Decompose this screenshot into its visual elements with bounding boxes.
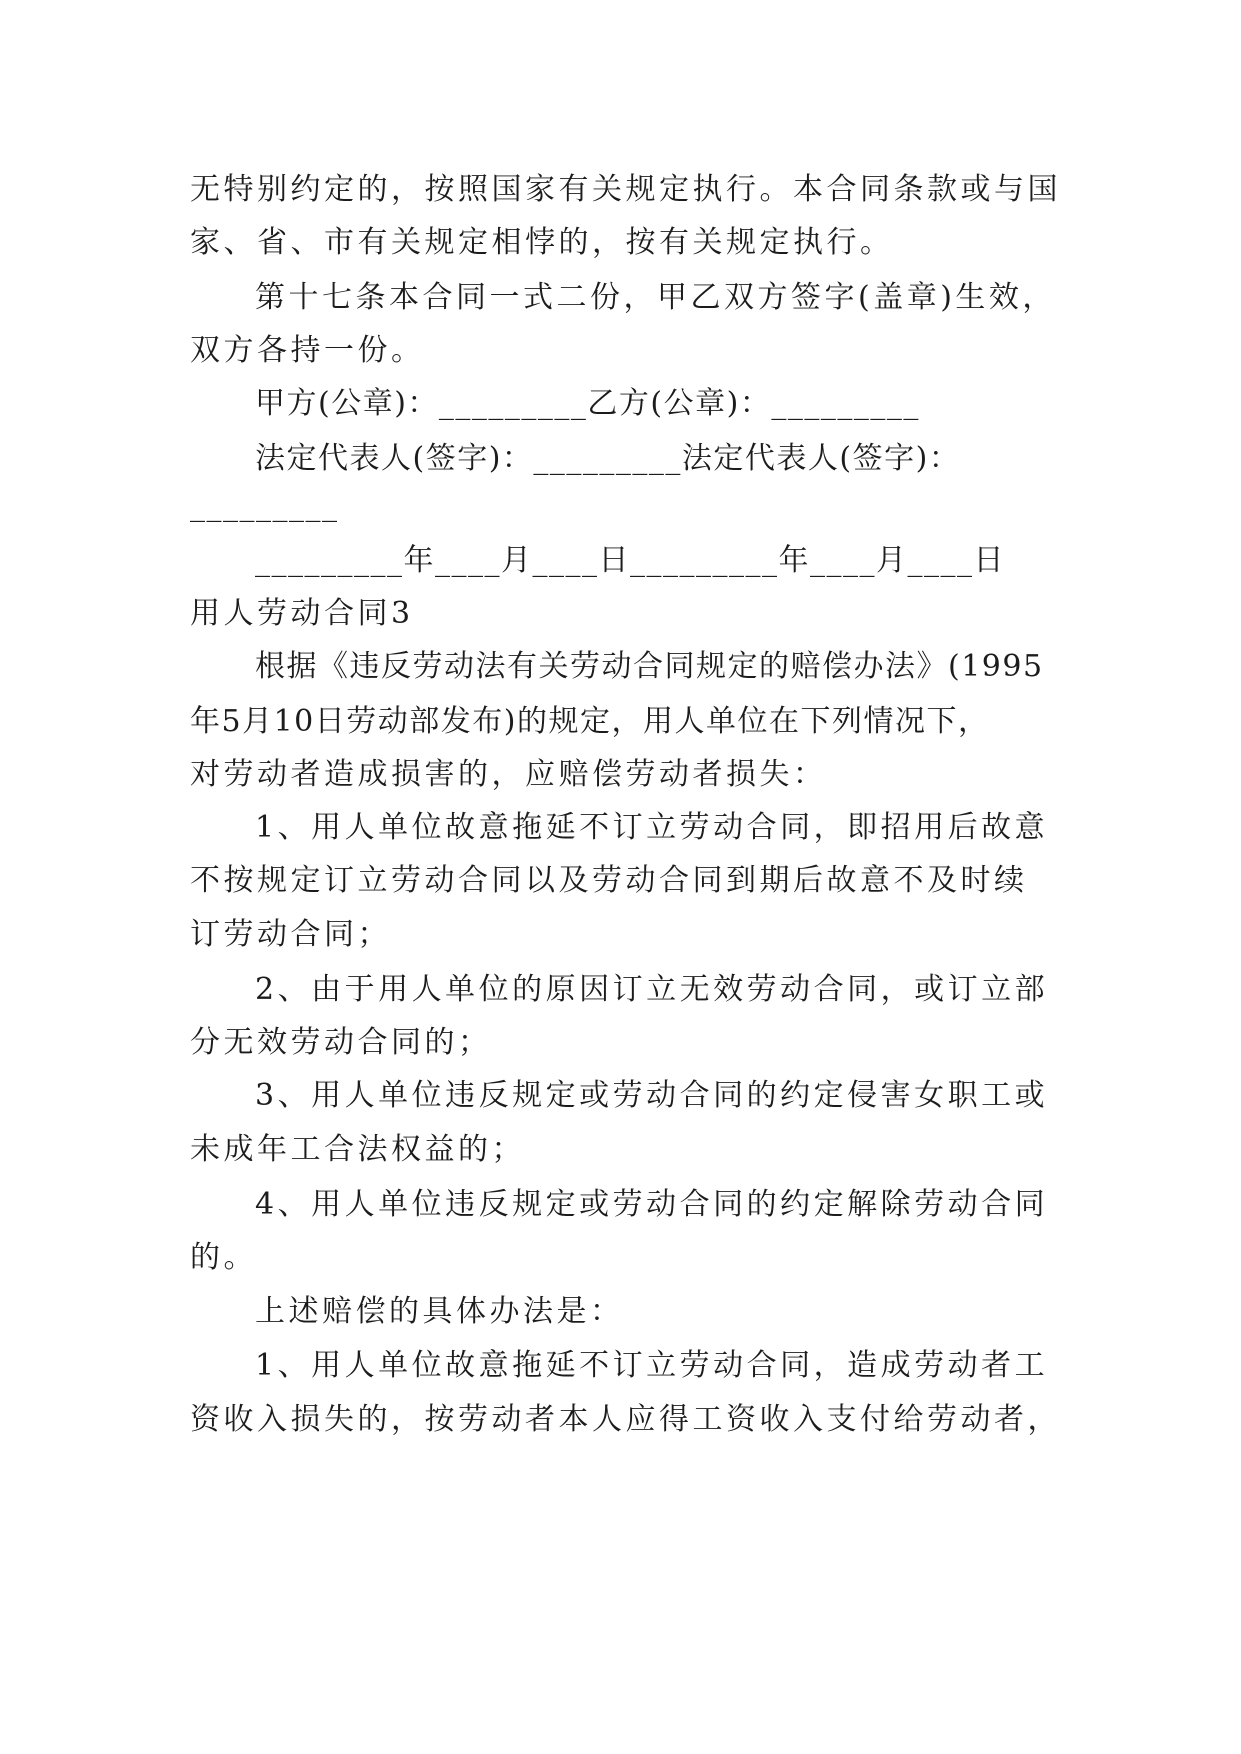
representative-signature-line: 法定代表人(签字)：_________法定代表人(签字)： — [255, 441, 961, 476]
body-line: 资收入损失的，按劳动者本人应得工资收入支付给劳动者， — [190, 1402, 1061, 1437]
body-line: 对劳动者造成损害的，应赔偿劳动者损失： — [190, 757, 827, 792]
list-item: 1、用人单位故意拖延不订立劳动合同，造成劳动者工 — [255, 1348, 1049, 1383]
body-line: 上述赔偿的具体办法是： — [255, 1294, 624, 1329]
body-line: 不按规定订立劳动合同以及劳动合同到期后故意不及时续 — [190, 863, 1028, 898]
body-line: 年5月10日劳动部发布)的规定，用人单位在下列情况下， — [190, 704, 990, 739]
body-line: 订劳动合同； — [190, 917, 391, 952]
list-item: 3、用人单位违反规定或劳动合同的约定侵害女职工或 — [255, 1078, 1049, 1113]
body-line: 未成年工合法权益的； — [190, 1132, 525, 1167]
body-line: 分无效劳动合同的； — [190, 1025, 492, 1060]
body-line: 无特别约定的，按照国家有关规定执行。本合同条款或与国 — [190, 172, 1061, 207]
list-item: 4、用人单位违反规定或劳动合同的约定解除劳动合同 — [255, 1187, 1049, 1222]
body-line: 家、省、市有关规定相悖的，按有关规定执行。 — [190, 225, 894, 260]
list-item: 1、用人单位故意拖延不订立劳动合同，即招用后故意 — [255, 810, 1049, 845]
body-line: 的。 — [190, 1240, 257, 1275]
body-line: 双方各持一份。 — [190, 333, 425, 368]
date-line: _________年____月____日_________年____月____日 — [255, 543, 1005, 578]
body-line: 根据《违反劳动法有关劳动合同规定的赔偿办法》(1995 — [255, 649, 1044, 684]
list-item: 2、由于用人单位的原因订立无效劳动合同，或订立部 — [255, 972, 1049, 1007]
clause-17: 第十七条本合同一式二份，甲乙双方签字(盖章)生效， — [255, 280, 1056, 315]
section-title: 用人劳动合同3 — [190, 596, 414, 631]
signature-blank: _________ — [190, 488, 339, 523]
party-seal-line: 甲方(公章)：_________乙方(公章)：_________ — [255, 386, 920, 421]
